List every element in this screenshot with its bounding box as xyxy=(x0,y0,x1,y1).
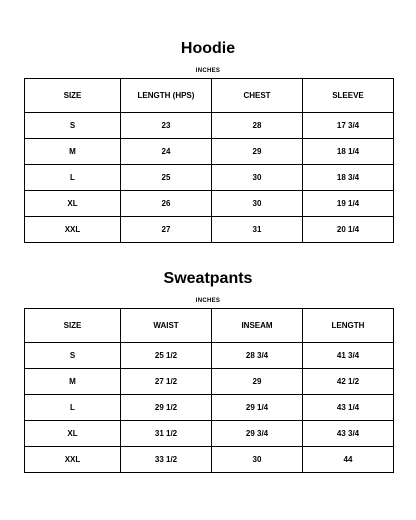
table-row xyxy=(25,165,394,191)
column-header-waist: WAIST xyxy=(121,309,212,343)
table-cell: 41 3/4 xyxy=(303,343,394,369)
column-header-size: SIZE xyxy=(25,309,121,343)
table-row xyxy=(25,369,394,395)
table-cell: 28 xyxy=(212,113,303,139)
table-cell: 29 xyxy=(212,369,303,395)
table-row xyxy=(25,343,394,369)
table-cell: 23 xyxy=(121,113,212,139)
table-cell: 29 1/2 xyxy=(121,395,212,421)
table-cell: XXL xyxy=(25,447,121,473)
table-cell: 18 1/4 xyxy=(303,139,394,165)
table-row xyxy=(25,139,394,165)
table-cell: XL xyxy=(25,191,121,217)
table-cell: 24 xyxy=(121,139,212,165)
table-cell: 43 3/4 xyxy=(303,421,394,447)
table-row xyxy=(25,395,394,421)
table-cell: 29 3/4 xyxy=(212,421,303,447)
column-header-size: SIZE xyxy=(25,79,121,113)
sweatpants-unit-label: INCHES xyxy=(195,298,221,304)
table-cell: 25 xyxy=(121,165,212,191)
column-header-length: LENGTH xyxy=(303,309,394,343)
table-row xyxy=(25,447,394,473)
column-header-inseam: INSEAM xyxy=(212,309,303,343)
table-cell: 27 1/2 xyxy=(121,369,212,395)
table-cell: 19 1/4 xyxy=(303,191,394,217)
table-row xyxy=(25,421,394,447)
table-cell: L xyxy=(25,395,121,421)
sweatpants-size-table xyxy=(24,308,394,473)
table-cell: 33 1/2 xyxy=(121,447,212,473)
sweatpants-title: Sweatpants xyxy=(163,270,253,287)
column-header-length-hps: LENGTH (HPS) xyxy=(121,79,212,113)
table-cell: 31 1/2 xyxy=(121,421,212,447)
table-cell: 26 xyxy=(121,191,212,217)
table-cell: L xyxy=(25,165,121,191)
column-header-sleeve: SLEEVE xyxy=(303,79,394,113)
table-cell: 30 xyxy=(212,191,303,217)
table-cell: 28 3/4 xyxy=(212,343,303,369)
table-cell: 29 1/4 xyxy=(212,395,303,421)
table-row xyxy=(25,191,394,217)
table-cell: 27 xyxy=(121,217,212,243)
table-cell: S xyxy=(25,343,121,369)
table-row xyxy=(25,217,394,243)
table-cell: 44 xyxy=(303,447,394,473)
table-header-row xyxy=(25,79,394,113)
table-cell: 42 1/2 xyxy=(303,369,394,395)
table-row xyxy=(25,113,394,139)
table-cell: 31 xyxy=(212,217,303,243)
table-cell: 17 3/4 xyxy=(303,113,394,139)
hoodie-title: Hoodie xyxy=(180,40,236,57)
table-cell: M xyxy=(25,139,121,165)
table-cell: S xyxy=(25,113,121,139)
table-cell: 30 xyxy=(212,447,303,473)
hoodie-unit-label: INCHES xyxy=(195,68,221,74)
hoodie-size-table xyxy=(24,78,394,243)
table-cell: 29 xyxy=(212,139,303,165)
table-cell: 20 1/4 xyxy=(303,217,394,243)
table-header-row xyxy=(25,309,394,343)
table-cell: 43 1/4 xyxy=(303,395,394,421)
table-cell: M xyxy=(25,369,121,395)
table-cell: 30 xyxy=(212,165,303,191)
table-cell: XXL xyxy=(25,217,121,243)
table-cell: 25 1/2 xyxy=(121,343,212,369)
column-header-chest: CHEST xyxy=(212,79,303,113)
table-cell: 18 3/4 xyxy=(303,165,394,191)
table-cell: XL xyxy=(25,421,121,447)
